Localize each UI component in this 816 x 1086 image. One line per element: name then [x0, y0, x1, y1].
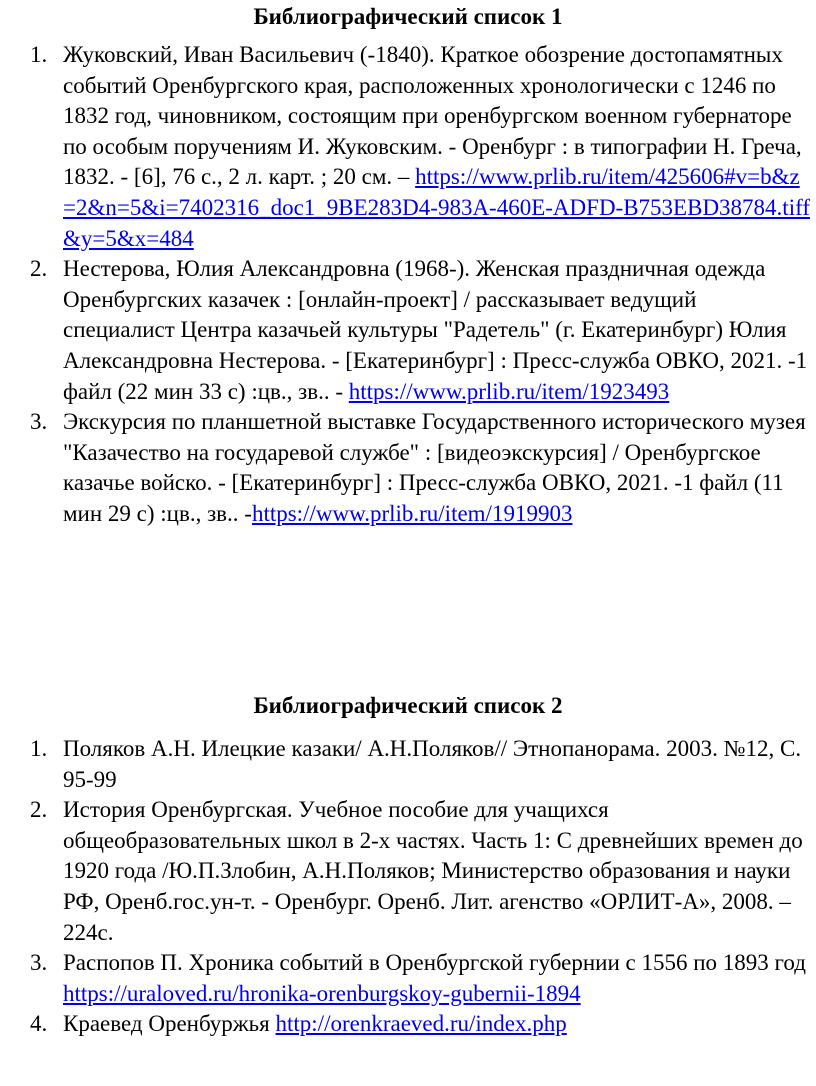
prlib-link-1923493[interactable]: https://www.prlib.ru/item/1923493 [348, 378, 670, 404]
prlib-link-425606[interactable]: https://www.prlib.ru/item/425606#v=b&z=2&n=5&i=7402316_doc1_9BE283D4-983A-460E-ADFD-B753EBD38784.tiff&y=5&x=484 [63, 164, 810, 251]
list-item-number: 2. [30, 256, 48, 282]
bibliography-list-1 [0, 40, 816, 530]
list-item-number: 3. [30, 950, 48, 976]
section-title-2: Библиографический список 2 [253, 693, 563, 718]
list-item-text: Поляков А.Н. Илецкие казаки/ А.Н.Поляков// Этнопанорама. 2003. №12, С. 95-99 [63, 736, 802, 792]
bibliography-list-2 [0, 734, 816, 1040]
list-item-text: История Оренбургская. Учебное пособие для учащихся общеобразовательных школ в 2-х частях. Часть 1: С древнейших времен до 1920 года /Ю.П.Злобин, А.Н.Поляков; Министерство образования и науки РФ, Оренб.гос.ун-т. - Оренбург. Оренб. Лит. агенство «ОРЛИТ-А», 2008. – 224с. [63, 797, 803, 945]
list-item-number: 4. [30, 1011, 48, 1037]
list-item [0, 795, 816, 948]
list-item-number: 3. [30, 409, 48, 435]
list-item-text: Экскурсия по планшетной выставке Государственного исторического музея "Казачество на государевой службе" : [видеоэкскурсия] / Оренбургское казачье войско. - [Екатеринбург] : Пресс-служба ОВКО, 2021. -1 файл (11 мин 29 с) :цв., зв.. - [63, 409, 806, 526]
list-item-text: Распопов П. Хроника событий в Оренбургской губернии с 1556 по 1893 год [63, 950, 806, 976]
list-item-number: 1. [30, 736, 48, 761]
list-item [0, 948, 816, 1009]
list-item [0, 254, 816, 407]
list-item [0, 40, 816, 254]
orenkraeved-link[interactable]: http://orenkraeved.ru/index.php [275, 1011, 567, 1037]
list-item-number: 1. [30, 42, 48, 67]
list-item-number: 2. [30, 797, 48, 823]
uraloved-link[interactable]: https://uraloved.ru/hronika-orenburgskoy-gubernii-1894 [63, 980, 581, 1006]
list-item [0, 734, 816, 795]
prlib-link-1919903[interactable]: https://www.prlib.ru/item/1919903 [251, 500, 573, 526]
list-item [0, 407, 816, 529]
list-item [0, 1009, 816, 1040]
list-item-text: Жуковский, Иван Васильевич (-1840). Краткое обозрение достопамятных событий Оренбургского края, расположенных хронологически с 1246 по 1832 год, чиновником, состоящим при оренбургском военном губернаторе по особым поручениям И. Жуковским. - Оренбург : в типографии Н. Греча, 1832. - [6], 76 с., 2 л. карт. ; 20 см. – [63, 42, 802, 190]
list-item-text: Краевед Оренбуржья [63, 1011, 276, 1037]
section-title-1: Библиографический список 1 [253, 4, 563, 29]
list-item-text: Нестерова, Юлия Александровна (1968-). Женская праздничная одежда Оренбургских казачек : [онлайн-проект] / рассказывает ведущий специалист Центра казачьей культуры "Радетель" (г. Екатеринбург) Юлия Александровна Нестерова. - [Екатеринбург] : Пресс-служба ОВКО, 2021. -1 файл (22 мин 33 с) :цв., зв.. - [63, 256, 808, 404]
